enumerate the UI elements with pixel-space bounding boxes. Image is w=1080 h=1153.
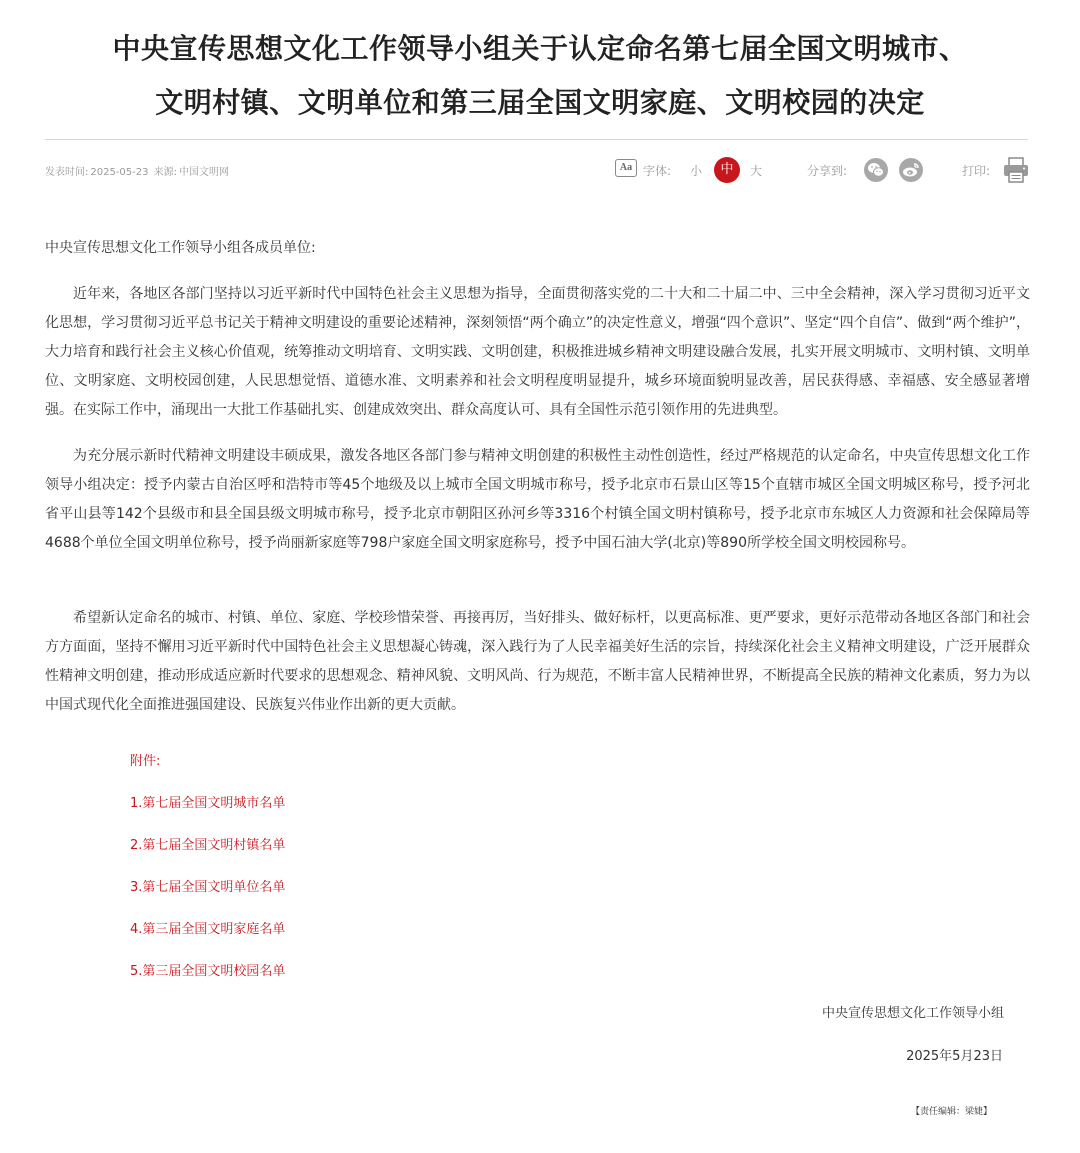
source-label: 来源: [153,167,178,178]
attachment-link-2[interactable]: 2.第七届全国文明村镇名单 [130,838,286,853]
body-paragraph-2: 为充分展示新时代精神文明建设丰硕成果，激发各地区各部门参与精神文明创建的积极性主动性创造性，经过严格规范的认定命名，中央宣传思想文化工作领导小组决定：授予内蒙古自治区呼和浩特市等45个地级及以上城市全国文明城市称号，授予北京市石景山区等15个直辖市城区全国文明城区称号，授予河北省平山县等142个县级市和县全国县级文明城市称号，授予北京市朝阳区孙河乡等3316个村镇全国文明村镇称号，授予北京市东城区人力资源和社会保障局等4688个单位全国文明单位称号，授予尚丽新家庭等798户家庭全国文明家庭称号，授予中国石油大学(北京)等890所学校全国文明校园称号。 [45,448,1030,551]
attachments-label: 附件: [130,754,161,769]
article-title-line-1: 中央宣传思想文化工作领导小组关于认定命名第七届全国文明城市、 [112,32,968,65]
source-name: 中国文明网 [179,167,230,178]
body-paragraph-3: 希望新认定命名的城市、村镇、单位、家庭、学校珍惜荣誉、再接再厉，当好排头、做好标杆，以更高标准、更严要求，更好示范带动各地区各部门和社会方方面面，坚持不懈用习近平新时代中国特色社会主义思想凝心铸魂，深入践行为了人民幸福美好生活的宗旨，持续深化社会主义精神文明建设，广泛开展群众性精神文明创建，推动形成适应新时代要求的思想观念、精神风貌、文明风尚、行为规范，不断丰富人民精神世界，不断提高全民族的精神文化素质，努力为以中国式现代化全面推进强国建设、民族复兴伟业作出新的更大贡献。 [45,610,1030,713]
responsible-editor: 【责任编辑：梁婕】 [910,1107,992,1117]
font-size-medium-button[interactable]: 中 [714,157,740,183]
attachment-link-3[interactable]: 3.第七届全国文明单位名单 [130,880,286,895]
font-size-large-button[interactable]: 大 [750,164,763,178]
publish-label: 发表时间: [45,167,89,178]
attachment-link-5[interactable]: 5.第三届全国文明校园名单 [130,964,286,979]
wechat-icon[interactable] [864,158,888,182]
font-size-small-button[interactable]: 小 [690,164,703,178]
attachment-link-1[interactable]: 1.第七届全国文明城市名单 [130,796,286,811]
print-icon[interactable] [1002,157,1030,183]
publish-date: 2025-05-23 [90,167,149,178]
title-divider [45,139,1028,140]
article-title-line-2: 文明村镇、文明单位和第三届全国文明家庭、文明校园的决定 [155,86,925,119]
weibo-icon[interactable] [899,158,923,182]
body-paragraph-1: 近年来，各地区各部门坚持以习近平新时代中国特色社会主义思想为指导，全面贯彻落实党的二十大和二十届二中、三中全会精神，深入学习贯彻习近平文化思想，学习贯彻习近平总书记关于精神文明建设的重要论述精神，深刻领悟“两个确立”的决定性意义，增强“四个意识”、坚定“四个自信”、做到“两个维护”，大力培育和践行社会主义核心价值观，统筹推动文明培育、文明实践、文明创建，积极推进城乡精神文明建设融合发展，扎实开展文明城市、文明村镇、文明单位、文明家庭、文明校园创建，人民思想觉悟、道德水准、文明素养和社会文明程度明显提升，城乡环境面貌明显改善，居民获得感、幸福感、安全感显著增强。在实际工作中，涌现出一大批工作基础扎实、创建成效突出、群众高度认可、具有全国性示范引领作用的先进典型。 [45,286,1030,418]
signer: 中央宣传思想文化工作领导小组 [821,1006,1004,1021]
font-size-label: 字体: [643,164,672,178]
salutation: 中央宣传思想文化工作领导小组各成员单位: [45,240,316,256]
sign-date: 2025年5月23日 [906,1049,1003,1064]
attachment-link-4[interactable]: 4.第三届全国文明家庭名单 [130,922,286,937]
print-label: 打印: [962,164,991,178]
article-toolbar [0,155,1080,185]
article-title [40,22,1040,130]
font-size-icon: Aa [615,159,637,177]
share-label: 分享到: [807,164,848,178]
